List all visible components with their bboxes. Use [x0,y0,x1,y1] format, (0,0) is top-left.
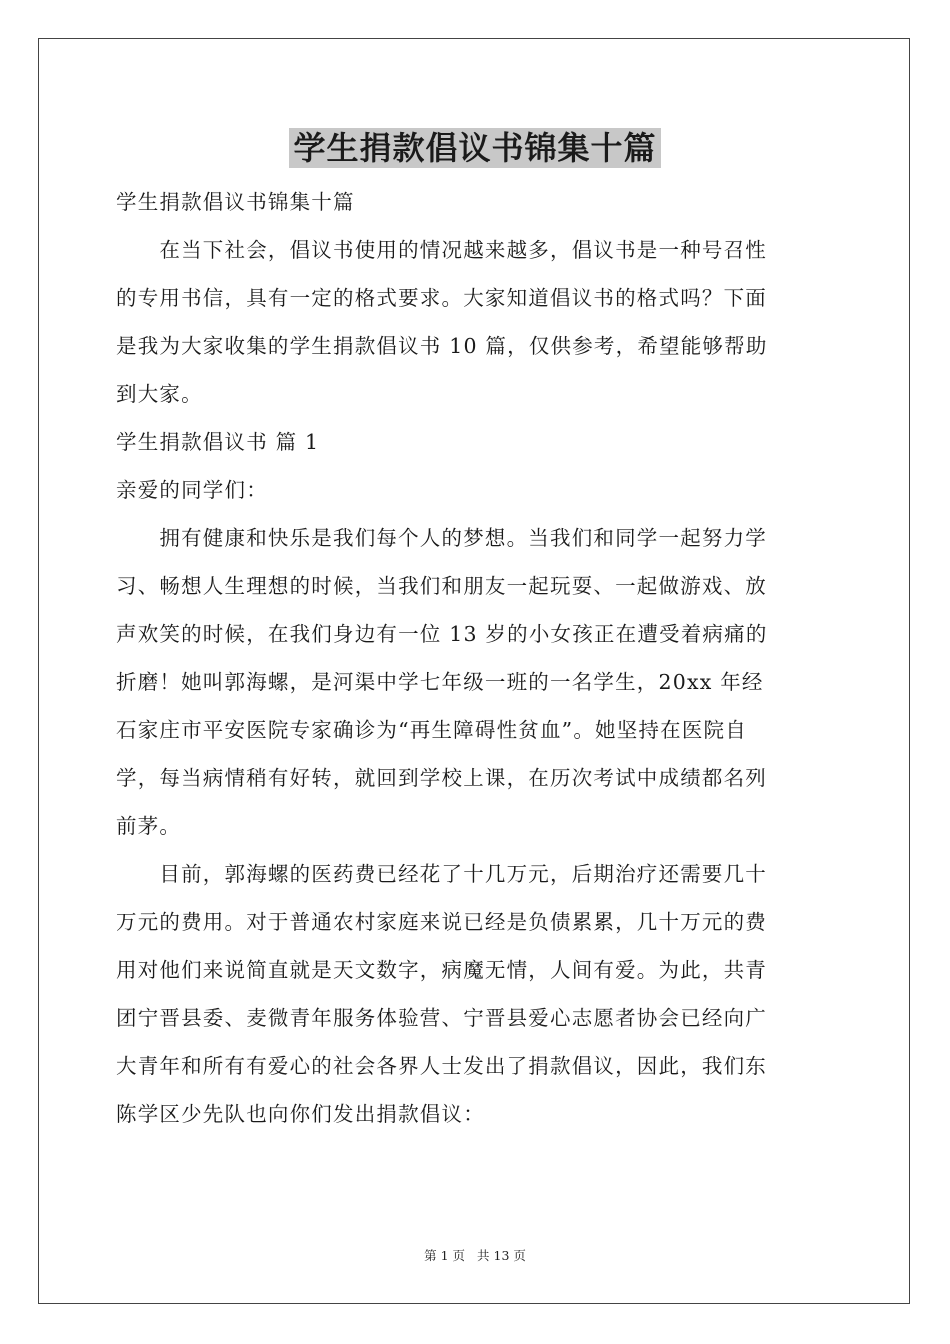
page-total: 共 13 页 [477,1248,526,1263]
section-heading: 学生捐款倡议书 篇 1 [116,430,320,454]
document-title: 学生捐款倡议书锦集十篇 [289,128,660,168]
salutation: 亲爱的同学们： [116,478,268,502]
body-line: 目前，郭海螺的医药费已经花了十几万元，后期治疗还需要几十 [116,862,767,886]
title-wrapper [0,128,950,168]
body-line: 在当下社会，倡议书使用的情况越来越多，倡议书是一种号召性 [116,238,767,262]
page-footer [0,1246,950,1264]
body-line: 拥有健康和快乐是我们每个人的梦想。当我们和同学一起努力学 [116,526,767,550]
body-line: 是我为大家收集的学生捐款倡议书 10 篇，仅供参考，希望能够帮助 [116,334,768,358]
document-body [116,178,836,1138]
body-line: 学生捐款倡议书锦集十篇 [116,190,355,214]
body-line: 折磨！她叫郭海螺，是河渠中学七年级一班的一名学生，20xx 年经 [116,670,764,694]
body-line: 习、畅想人生理想的时候，当我们和朋友一起玩耍、一起做游戏、放 [116,574,767,598]
body-line: 前茅。 [116,814,182,838]
body-line: 到大家。 [116,382,203,406]
body-line: 学，每当病情稍有好转，就回到学校上课，在历次考试中成绩都名列 [116,766,767,790]
body-line: 团宁晋县委、麦微青年服务体验营、宁晋县爱心志愿者协会已经向广 [116,1006,767,1030]
body-line: 声欢笑的时候，在我们身边有一位 13 岁的小女孩正在遭受着病痛的 [116,622,768,646]
body-line: 大青年和所有有爱心的社会各界人士发出了捐款倡议，因此，我们东 [116,1054,767,1078]
body-line: 万元的费用。对于普通农村家庭来说已经是负债累累，几十万元的费 [116,910,767,934]
body-line: 用对他们来说简直就是天文数字，病魔无情，人间有爱。为此，共青 [116,958,767,982]
page-number: 第 1 页 [424,1248,466,1263]
body-line: 石家庄市平安医院专家确诊为“再生障碍性贫血”。她坚持在医院自 [116,718,747,742]
body-line: 陈学区少先队也向你们发出捐款倡议： [116,1102,485,1126]
body-line: 的专用书信，具有一定的格式要求。大家知道倡议书的格式吗？下面 [116,286,767,310]
